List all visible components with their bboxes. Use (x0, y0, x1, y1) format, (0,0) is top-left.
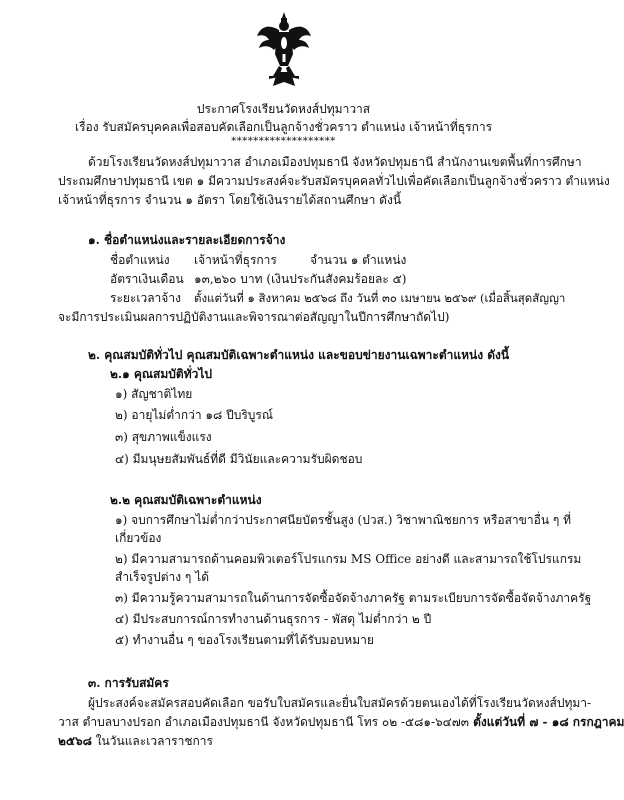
general-item: ๓) สุขภาพแข็งแรง (115, 430, 212, 444)
period-value: ตั้งแต่วันที่ ๑ สิงหาคม ๒๕๖๘ ถึง วันที่ ๓๐ เมษายน ๒๕๖๙ (เมื่อสิ้นสุดสัญญา (194, 291, 566, 305)
position-label: ชื่อตำแหน่ง (110, 253, 170, 267)
section-2-heading: ๒. คุณสมบัติทั่วไป คุณสมบัติเฉพาะตำแหน่ง และขอบข่ายงานเฉพาะตำแหน่ง ดังนี้ (88, 348, 510, 362)
document-title: ประกาศโรงเรียนวัดหงส์ปทุมาวาส (196, 102, 371, 116)
position-value: เจ้าหน้าที่ธุรการ (194, 253, 277, 267)
application-contact: วาส ตำบลบางปรอก อำเภอเมืองปทุมธานี จังหวัดปทุมธานี โทร ๐๒ -๕๘๑-๖๔๗๓ (58, 715, 469, 729)
specific-item: ๒) มีความสามารถด้านคอมพิวเตอร์โปรแกรม MS Office อย่างดี และสามารถใช้โปรแกรม (115, 552, 582, 566)
specific-item-continuation: สำเร็จรูปต่าง ๆ ได้ (115, 570, 209, 584)
intro-line-3: เจ้าหน้าที่ธุรการ จำนวน ๑ อัตรา โดยใช้เงินรายได้สถานศึกษา ดังนี้ (58, 193, 402, 207)
application-year: ๒๕๖๘ (58, 734, 92, 748)
period-continuation: จะมีการประเมินผลการปฏิบัติงานและพิจารณาต่อสัญญาในปีการศึกษาถัดไป) (58, 310, 450, 324)
specific-item-continuation: เกี่ยวข้อง (115, 531, 162, 545)
salary-label: อัตราเงินเดือน (110, 272, 184, 286)
application-line-2 (58, 714, 624, 730)
specific-item: ๔) มีประสบการณ์การทำงานด้านธุรการ - พัสดุ ไม่ต่ำกว่า ๒ ปี (115, 612, 432, 626)
application-hours: ในวันและเวลาราชการ (91, 734, 213, 748)
application-dates: ตั้งแต่วันที่ ๗ - ๑๘ กรกฎาคม (468, 715, 624, 729)
salary-value: ๑๓,๒๖๐ บาท (เงินประกันสังคมร้อยละ ๕) (194, 272, 407, 286)
general-qualifications-heading: ๒.๑ คุณสมบัติทั่วไป (110, 367, 212, 381)
intro-line-1: ด้วยโรงเรียนวัดหงส์ปทุมาวาส อำเภอเมืองปทุมธานี จังหวัดปทุมธานี สำนักงานเขตพื้นที่การศึกษา (88, 155, 582, 169)
garuda-emblem-icon (255, 10, 313, 90)
period-label: ระยะเวลาจ้าง (110, 291, 181, 305)
general-item: ๒) อายุไม่ต่ำกว่า ๑๘ ปีบริบูรณ์ (115, 408, 273, 422)
specific-item: ๓) มีความรู้ความสามารถในด้านการจัดซื้อจัดจ้างภาครัฐ ตามระเบียบการจัดซื้อจัดจ้างภาครัฐ (115, 591, 592, 605)
divider-stars: ******************* (231, 136, 336, 147)
specific-item: ๕) ทำงานอื่น ๆ ของโรงเรียนตามที่ได้รับมอบหมาย (115, 633, 374, 647)
general-item: ๑) สัญชาติไทย (115, 387, 193, 401)
section-1-heading: ๑. ชื่อตำแหน่งและรายละเอียดการจ้าง (88, 233, 286, 247)
specific-qualifications-heading: ๒.๒ คุณสมบัติเฉพาะตำแหน่ง (110, 493, 262, 507)
position-count: จำนวน ๑ ตำแหน่ง (310, 253, 407, 267)
intro-line-2: ประถมศึกษาปทุมธานี เขต ๑ มีความประสงค์จะรับสมัครบุคคลทั่วไปเพื่อคัดเลือกเป็นลูกจ้างชั่วคราว ตำแหน่ง (58, 174, 610, 188)
specific-item: ๑) จบการศึกษาไม่ต่ำกว่าประกาศนียบัตรชั้นสูง (ปวส.) วิชาพาณิชยการ หรือสาขาอื่น ๆ ที่ (115, 513, 571, 527)
section-3-heading: ๓. การรับสมัคร (88, 676, 169, 690)
general-item: ๔) มีมนุษยสัมพันธ์ที่ดี มีวินัยและความรับผิดชอบ (115, 452, 363, 466)
application-line-1: ผู้ประสงค์จะสมัครสอบคัดเลือก ขอรับใบสมัครและยื่นใบสมัครด้วยตนเองได้ที่โรงเรียนวัดหงส์ปทุมา- (88, 696, 592, 710)
document-subject: เรื่อง รับสมัครบุคคลเพื่อสอบคัดเลือกเป็นลูกจ้างชั่วคราว ตำแหน่ง เจ้าหน้าที่ธุรการ (74, 120, 493, 134)
application-line-3 (58, 733, 213, 749)
